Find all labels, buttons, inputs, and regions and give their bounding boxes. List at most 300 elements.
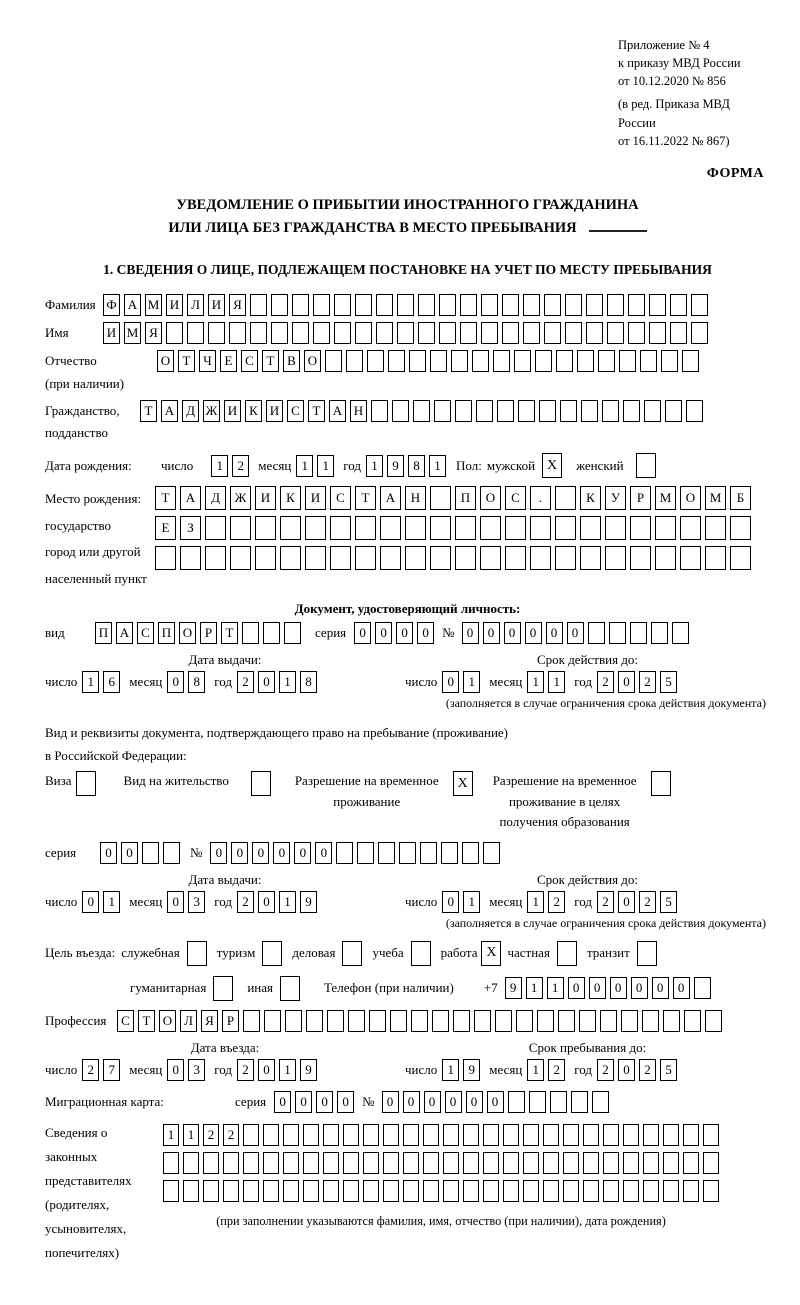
char-box[interactable]: [481, 322, 498, 344]
char-box[interactable]: 0: [167, 671, 184, 693]
char-box[interactable]: 0: [121, 842, 138, 864]
char-box[interactable]: [544, 322, 561, 344]
char-box[interactable]: [142, 842, 159, 864]
char-box[interactable]: 0: [445, 1091, 462, 1113]
char-box[interactable]: У: [605, 486, 626, 510]
char-box[interactable]: [460, 322, 477, 344]
char-box[interactable]: 0: [295, 1091, 312, 1113]
char-box[interactable]: [691, 322, 708, 344]
char-box[interactable]: [670, 322, 687, 344]
char-box[interactable]: М: [705, 486, 726, 510]
char-box[interactable]: [455, 516, 476, 540]
char-box[interactable]: [180, 546, 201, 570]
char-box[interactable]: [558, 1010, 575, 1032]
char-box[interactable]: [155, 546, 176, 570]
char-box[interactable]: [730, 546, 751, 570]
char-box[interactable]: М: [655, 486, 676, 510]
char-box[interactable]: О: [159, 1010, 176, 1032]
char-box[interactable]: [535, 350, 552, 372]
char-box[interactable]: [242, 622, 259, 644]
char-box[interactable]: П: [158, 622, 175, 644]
char-box[interactable]: 1: [463, 671, 480, 693]
char-box[interactable]: [580, 516, 601, 540]
char-box[interactable]: А: [116, 622, 133, 644]
char-box[interactable]: [603, 1124, 619, 1146]
char-box[interactable]: [588, 622, 605, 644]
char-box[interactable]: [292, 322, 309, 344]
char-box[interactable]: 0: [466, 1091, 483, 1113]
char-box[interactable]: [609, 622, 626, 644]
char-box[interactable]: Я: [201, 1010, 218, 1032]
char-box[interactable]: [187, 322, 204, 344]
char-box[interactable]: 0: [382, 1091, 399, 1113]
char-box[interactable]: [603, 1180, 619, 1202]
char-box[interactable]: 1: [526, 977, 543, 999]
char-box[interactable]: [303, 1124, 319, 1146]
char-box[interactable]: К: [580, 486, 601, 510]
char-box[interactable]: [663, 1124, 679, 1146]
char-box[interactable]: [343, 1124, 359, 1146]
char-box[interactable]: [514, 350, 531, 372]
char-box[interactable]: [523, 1180, 539, 1202]
char-box[interactable]: [376, 322, 393, 344]
char-box[interactable]: 1: [279, 1059, 296, 1081]
char-box[interactable]: [397, 322, 414, 344]
temp-residence-checkbox[interactable]: X: [453, 771, 473, 796]
char-box[interactable]: 5: [660, 671, 677, 693]
char-box[interactable]: 9: [300, 891, 317, 913]
char-box[interactable]: [505, 516, 526, 540]
char-box[interactable]: К: [280, 486, 301, 510]
char-box[interactable]: [411, 1010, 428, 1032]
char-box[interactable]: [544, 294, 561, 316]
char-box[interactable]: [463, 1180, 479, 1202]
char-box[interactable]: [250, 322, 267, 344]
char-box[interactable]: [323, 1124, 339, 1146]
char-box[interactable]: [571, 1091, 588, 1113]
char-box[interactable]: 1: [463, 891, 480, 913]
char-box[interactable]: [203, 1180, 219, 1202]
char-box[interactable]: [418, 322, 435, 344]
char-box[interactable]: К: [245, 400, 262, 422]
char-box[interactable]: [409, 350, 426, 372]
char-box[interactable]: [455, 546, 476, 570]
char-box[interactable]: 6: [103, 671, 120, 693]
char-box[interactable]: [292, 294, 309, 316]
char-box[interactable]: [730, 516, 751, 540]
char-box[interactable]: [605, 546, 626, 570]
char-box[interactable]: 0: [258, 1059, 275, 1081]
char-box[interactable]: [462, 842, 479, 864]
char-box[interactable]: [323, 1180, 339, 1202]
char-box[interactable]: [388, 350, 405, 372]
char-box[interactable]: [355, 322, 372, 344]
char-box[interactable]: 8: [188, 671, 205, 693]
char-box[interactable]: [434, 400, 451, 422]
char-box[interactable]: 0: [273, 842, 290, 864]
char-box[interactable]: И: [305, 486, 326, 510]
char-box[interactable]: [649, 322, 666, 344]
char-box[interactable]: [642, 1010, 659, 1032]
char-box[interactable]: Я: [145, 322, 162, 344]
char-box[interactable]: П: [95, 622, 112, 644]
char-box[interactable]: 7: [103, 1059, 120, 1081]
char-box[interactable]: [665, 400, 682, 422]
char-box[interactable]: [497, 400, 514, 422]
char-box[interactable]: [163, 842, 180, 864]
char-box[interactable]: 1: [429, 455, 446, 477]
char-box[interactable]: [539, 400, 556, 422]
char-box[interactable]: Т: [221, 622, 238, 644]
char-box[interactable]: М: [124, 322, 141, 344]
char-box[interactable]: С: [117, 1010, 134, 1032]
purpose-study-checkbox[interactable]: [411, 941, 431, 966]
char-box[interactable]: И: [255, 486, 276, 510]
char-box[interactable]: [703, 1180, 719, 1202]
char-box[interactable]: 2: [548, 891, 565, 913]
char-box[interactable]: 1: [211, 455, 228, 477]
char-box[interactable]: О: [480, 486, 501, 510]
char-box[interactable]: [455, 400, 472, 422]
char-box[interactable]: 9: [505, 977, 522, 999]
char-box[interactable]: [655, 516, 676, 540]
char-box[interactable]: [243, 1010, 260, 1032]
char-box[interactable]: Д: [182, 400, 199, 422]
char-box[interactable]: И: [103, 322, 120, 344]
char-box[interactable]: [397, 294, 414, 316]
char-box[interactable]: А: [380, 486, 401, 510]
char-box[interactable]: [503, 1124, 519, 1146]
char-box[interactable]: [580, 546, 601, 570]
char-box[interactable]: 0: [442, 891, 459, 913]
char-box[interactable]: 9: [463, 1059, 480, 1081]
char-box[interactable]: [560, 400, 577, 422]
char-box[interactable]: Р: [222, 1010, 239, 1032]
char-box[interactable]: [684, 1010, 701, 1032]
char-box[interactable]: [705, 1010, 722, 1032]
char-box[interactable]: 0: [315, 842, 332, 864]
char-box[interactable]: 2: [237, 891, 254, 913]
char-box[interactable]: [334, 294, 351, 316]
char-box[interactable]: [705, 516, 726, 540]
char-box[interactable]: [623, 1180, 639, 1202]
char-box[interactable]: [583, 1180, 599, 1202]
char-box[interactable]: 0: [396, 622, 413, 644]
char-box[interactable]: Е: [155, 516, 176, 540]
char-box[interactable]: [592, 1091, 609, 1113]
char-box[interactable]: [630, 622, 647, 644]
char-box[interactable]: Т: [262, 350, 279, 372]
char-box[interactable]: 2: [203, 1124, 219, 1146]
char-box[interactable]: 1: [547, 977, 564, 999]
char-box[interactable]: 2: [237, 671, 254, 693]
char-box[interactable]: 0: [618, 1059, 635, 1081]
temp-residence-education-checkbox[interactable]: [651, 771, 671, 796]
char-box[interactable]: С: [241, 350, 258, 372]
char-box[interactable]: 9: [387, 455, 404, 477]
char-box[interactable]: 0: [337, 1091, 354, 1113]
char-box[interactable]: 1: [296, 455, 313, 477]
char-box[interactable]: .: [530, 486, 551, 510]
purpose-transit-checkbox[interactable]: [637, 941, 657, 966]
char-box[interactable]: [380, 516, 401, 540]
char-box[interactable]: [555, 546, 576, 570]
residence-permit-checkbox[interactable]: [251, 771, 271, 796]
char-box[interactable]: [550, 1091, 567, 1113]
char-box[interactable]: Д: [205, 486, 226, 510]
char-box[interactable]: 0: [210, 842, 227, 864]
char-box[interactable]: [313, 322, 330, 344]
char-box[interactable]: [255, 516, 276, 540]
char-box[interactable]: [670, 294, 687, 316]
char-box[interactable]: И: [266, 400, 283, 422]
char-box[interactable]: [586, 294, 603, 316]
char-box[interactable]: [283, 1124, 299, 1146]
char-box[interactable]: [556, 350, 573, 372]
char-box[interactable]: Т: [178, 350, 195, 372]
char-box[interactable]: [686, 400, 703, 422]
char-box[interactable]: 0: [294, 842, 311, 864]
char-box[interactable]: [607, 322, 624, 344]
char-box[interactable]: [430, 350, 447, 372]
char-box[interactable]: [607, 294, 624, 316]
purpose-private-checkbox[interactable]: [557, 941, 577, 966]
char-box[interactable]: [579, 1010, 596, 1032]
char-box[interactable]: 2: [223, 1124, 239, 1146]
char-box[interactable]: А: [329, 400, 346, 422]
char-box[interactable]: [163, 1180, 179, 1202]
char-box[interactable]: [619, 350, 636, 372]
char-box[interactable]: [413, 400, 430, 422]
char-box[interactable]: [672, 622, 689, 644]
char-box[interactable]: [327, 1010, 344, 1032]
char-box[interactable]: В: [283, 350, 300, 372]
char-box[interactable]: [264, 1010, 281, 1032]
char-box[interactable]: [529, 1091, 546, 1113]
char-box[interactable]: [600, 1010, 617, 1032]
char-box[interactable]: 2: [597, 671, 614, 693]
char-box[interactable]: [577, 350, 594, 372]
char-box[interactable]: 0: [82, 891, 99, 913]
char-box[interactable]: 1: [442, 1059, 459, 1081]
char-box[interactable]: [430, 486, 451, 510]
char-box[interactable]: 3: [188, 891, 205, 913]
char-box[interactable]: С: [330, 486, 351, 510]
char-box[interactable]: 0: [568, 977, 585, 999]
char-box[interactable]: [336, 842, 353, 864]
char-box[interactable]: [555, 486, 576, 510]
char-box[interactable]: 0: [462, 622, 479, 644]
char-box[interactable]: [703, 1124, 719, 1146]
char-box[interactable]: [285, 1010, 302, 1032]
char-box[interactable]: 2: [232, 455, 249, 477]
char-box[interactable]: [343, 1180, 359, 1202]
char-box[interactable]: 0: [567, 622, 584, 644]
visa-checkbox[interactable]: [76, 771, 96, 796]
char-box[interactable]: 0: [167, 891, 184, 913]
char-box[interactable]: 1: [317, 455, 334, 477]
char-box[interactable]: [371, 400, 388, 422]
char-box[interactable]: [623, 1124, 639, 1146]
char-box[interactable]: 1: [103, 891, 120, 913]
char-box[interactable]: [555, 516, 576, 540]
char-box[interactable]: [680, 546, 701, 570]
char-box[interactable]: 5: [660, 1059, 677, 1081]
char-box[interactable]: 3: [188, 1059, 205, 1081]
char-box[interactable]: М: [145, 294, 162, 316]
char-box[interactable]: [443, 1180, 459, 1202]
char-box[interactable]: 2: [237, 1059, 254, 1081]
char-box[interactable]: [661, 350, 678, 372]
char-box[interactable]: Л: [187, 294, 204, 316]
char-box[interactable]: 1: [163, 1124, 179, 1146]
char-box[interactable]: [330, 546, 351, 570]
char-box[interactable]: [369, 1010, 386, 1032]
char-box[interactable]: [583, 1124, 599, 1146]
char-box[interactable]: [581, 400, 598, 422]
char-box[interactable]: 1: [527, 891, 544, 913]
char-box[interactable]: 0: [274, 1091, 291, 1113]
char-box[interactable]: [423, 1180, 439, 1202]
char-box[interactable]: [271, 322, 288, 344]
char-box[interactable]: [563, 1180, 579, 1202]
char-box[interactable]: С: [505, 486, 526, 510]
char-box[interactable]: [263, 622, 280, 644]
char-box[interactable]: 2: [639, 671, 656, 693]
char-box[interactable]: [418, 294, 435, 316]
char-box[interactable]: [280, 516, 301, 540]
char-box[interactable]: [530, 516, 551, 540]
char-box[interactable]: [432, 1010, 449, 1032]
char-box[interactable]: [205, 516, 226, 540]
char-box[interactable]: 0: [483, 622, 500, 644]
char-box[interactable]: И: [224, 400, 241, 422]
char-box[interactable]: [691, 294, 708, 316]
char-box[interactable]: О: [157, 350, 174, 372]
char-box[interactable]: 0: [610, 977, 627, 999]
char-box[interactable]: [208, 322, 225, 344]
char-box[interactable]: А: [161, 400, 178, 422]
char-box[interactable]: [223, 1180, 239, 1202]
char-box[interactable]: [405, 516, 426, 540]
char-box[interactable]: 2: [82, 1059, 99, 1081]
char-box[interactable]: [376, 294, 393, 316]
char-box[interactable]: [439, 294, 456, 316]
char-box[interactable]: [640, 350, 657, 372]
char-box[interactable]: [460, 294, 477, 316]
char-box[interactable]: А: [180, 486, 201, 510]
purpose-tourism-checkbox[interactable]: [262, 941, 282, 966]
char-box[interactable]: 0: [252, 842, 269, 864]
char-box[interactable]: [530, 546, 551, 570]
char-box[interactable]: [441, 842, 458, 864]
char-box[interactable]: [481, 294, 498, 316]
char-box[interactable]: 0: [546, 622, 563, 644]
char-box[interactable]: [230, 516, 251, 540]
char-box[interactable]: Р: [200, 622, 217, 644]
char-box[interactable]: Н: [405, 486, 426, 510]
char-box[interactable]: О: [304, 350, 321, 372]
char-box[interactable]: Т: [355, 486, 376, 510]
char-box[interactable]: [543, 1180, 559, 1202]
char-box[interactable]: [518, 400, 535, 422]
char-box[interactable]: 1: [548, 671, 565, 693]
char-box[interactable]: [430, 546, 451, 570]
char-box[interactable]: [420, 842, 437, 864]
char-box[interactable]: [453, 1010, 470, 1032]
char-box[interactable]: Р: [630, 486, 651, 510]
char-box[interactable]: С: [287, 400, 304, 422]
char-box[interactable]: 0: [589, 977, 606, 999]
char-box[interactable]: [644, 400, 661, 422]
char-box[interactable]: Ж: [203, 400, 220, 422]
char-box[interactable]: [229, 322, 246, 344]
char-box[interactable]: [399, 842, 416, 864]
char-box[interactable]: [586, 322, 603, 344]
char-box[interactable]: 0: [504, 622, 521, 644]
char-box[interactable]: Ф: [103, 294, 120, 316]
char-box[interactable]: [380, 546, 401, 570]
char-box[interactable]: [283, 1180, 299, 1202]
char-box[interactable]: [694, 977, 711, 999]
char-box[interactable]: [502, 294, 519, 316]
char-box[interactable]: Т: [308, 400, 325, 422]
char-box[interactable]: 2: [597, 891, 614, 913]
char-box[interactable]: [628, 294, 645, 316]
char-box[interactable]: [663, 1010, 680, 1032]
char-box[interactable]: 0: [354, 622, 371, 644]
sex-male-checkbox[interactable]: X: [542, 453, 562, 478]
char-box[interactable]: З: [180, 516, 201, 540]
char-box[interactable]: [563, 1124, 579, 1146]
char-box[interactable]: [355, 294, 372, 316]
char-box[interactable]: И: [166, 294, 183, 316]
sex-female-checkbox[interactable]: [636, 453, 656, 478]
char-box[interactable]: [523, 294, 540, 316]
char-box[interactable]: [392, 400, 409, 422]
char-box[interactable]: [250, 294, 267, 316]
char-box[interactable]: [430, 516, 451, 540]
char-box[interactable]: [271, 294, 288, 316]
char-box[interactable]: Е: [220, 350, 237, 372]
char-box[interactable]: [463, 1124, 479, 1146]
char-box[interactable]: [621, 1010, 638, 1032]
char-box[interactable]: [651, 622, 668, 644]
char-box[interactable]: [325, 350, 342, 372]
char-box[interactable]: 0: [258, 891, 275, 913]
char-box[interactable]: [663, 1180, 679, 1202]
char-box[interactable]: [493, 350, 510, 372]
char-box[interactable]: И: [208, 294, 225, 316]
char-box[interactable]: 0: [316, 1091, 333, 1113]
char-box[interactable]: [263, 1124, 279, 1146]
char-box[interactable]: Т: [138, 1010, 155, 1032]
char-box[interactable]: [537, 1010, 554, 1032]
char-box[interactable]: 0: [424, 1091, 441, 1113]
char-box[interactable]: 1: [82, 671, 99, 693]
char-box[interactable]: [630, 546, 651, 570]
char-box[interactable]: [649, 294, 666, 316]
char-box[interactable]: 0: [417, 622, 434, 644]
char-box[interactable]: [313, 294, 330, 316]
char-box[interactable]: [439, 322, 456, 344]
char-box[interactable]: [383, 1124, 399, 1146]
char-box[interactable]: 0: [652, 977, 669, 999]
char-box[interactable]: [357, 842, 374, 864]
char-box[interactable]: [483, 842, 500, 864]
char-box[interactable]: [605, 516, 626, 540]
char-box[interactable]: [483, 1124, 499, 1146]
